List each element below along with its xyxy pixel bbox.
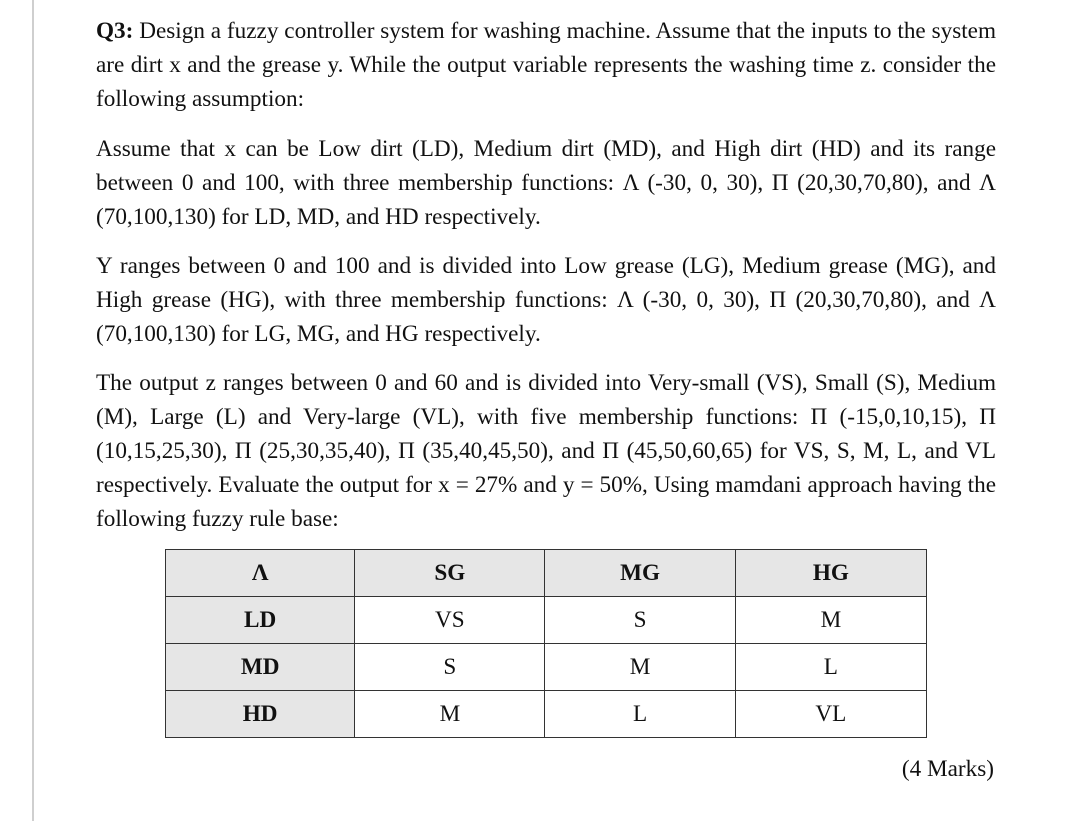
grease-assumption-paragraph: Y ranges between 0 and 100 and is divided into Low grease (LG), Medium grease (MG), and High grease (HG), with three membership functions: Λ (-30, 0, 30), Π (20,30,70,80), and Λ (70,100,130) for LG, MG, and HG respectively.: [96, 253, 996, 347]
page-edge-divider: [32, 0, 34, 821]
dirt-assumption-paragraph: Assume that x can be Low dirt (LD), Medium dirt (MD), and High dirt (HD) and its range between 0 and 100, with three membership functions: Λ (-30, 0, 30), Π (20,30,70,80), and Λ (70,100,130) for LD, MD, and HD respectively.: [96, 136, 996, 230]
table-cell: VL: [735, 691, 926, 738]
table-cell: M: [735, 597, 926, 644]
header-operator: Λ: [166, 550, 355, 597]
header-hg: HG: [735, 550, 926, 597]
question-statement: [96, 14, 996, 116]
fuzzy-rule-table: [165, 549, 927, 738]
row-label-hd: HD: [166, 691, 355, 738]
header-sg: SG: [355, 550, 545, 597]
header-mg: MG: [545, 550, 735, 597]
table-row: [166, 644, 927, 691]
row-label-ld: LD: [166, 597, 355, 644]
table-cell: M: [355, 691, 545, 738]
table-cell: S: [545, 597, 735, 644]
table-cell: VS: [355, 597, 545, 644]
table-cell: S: [355, 644, 545, 691]
table-cell: M: [545, 644, 735, 691]
table-header-row: [166, 550, 927, 597]
question-label: Q3:: [96, 18, 134, 44]
table-cell: L: [735, 644, 926, 691]
question-text: Design a fuzzy controller system for washing machine. Assume that the inputs to the system are dirt x and the grease y. While the output variable represents the washing time z. consider the following assumption:: [96, 18, 996, 112]
table-cell: L: [545, 691, 735, 738]
marks-label: (4 Marks): [901, 756, 994, 782]
table-row: [166, 597, 927, 644]
table-row: [166, 691, 927, 738]
row-label-md: MD: [166, 644, 355, 691]
output-assumption-paragraph: The output z ranges between 0 and 60 and is divided into Very-small (VS), Small (S), Medium (M), Large (L) and Very-large (VL), with five membership functions: Π (-15,0,10,15), Π (10,15,25,30), Π (25,30,35,40), Π (35,40,45,50), and Π (45,50,60,65) for VS, S, M, L, and VL respectively. Evaluate the output for x = 27% and y = 50%, Using mamdani approach having the following fuzzy rule base:: [96, 370, 996, 532]
